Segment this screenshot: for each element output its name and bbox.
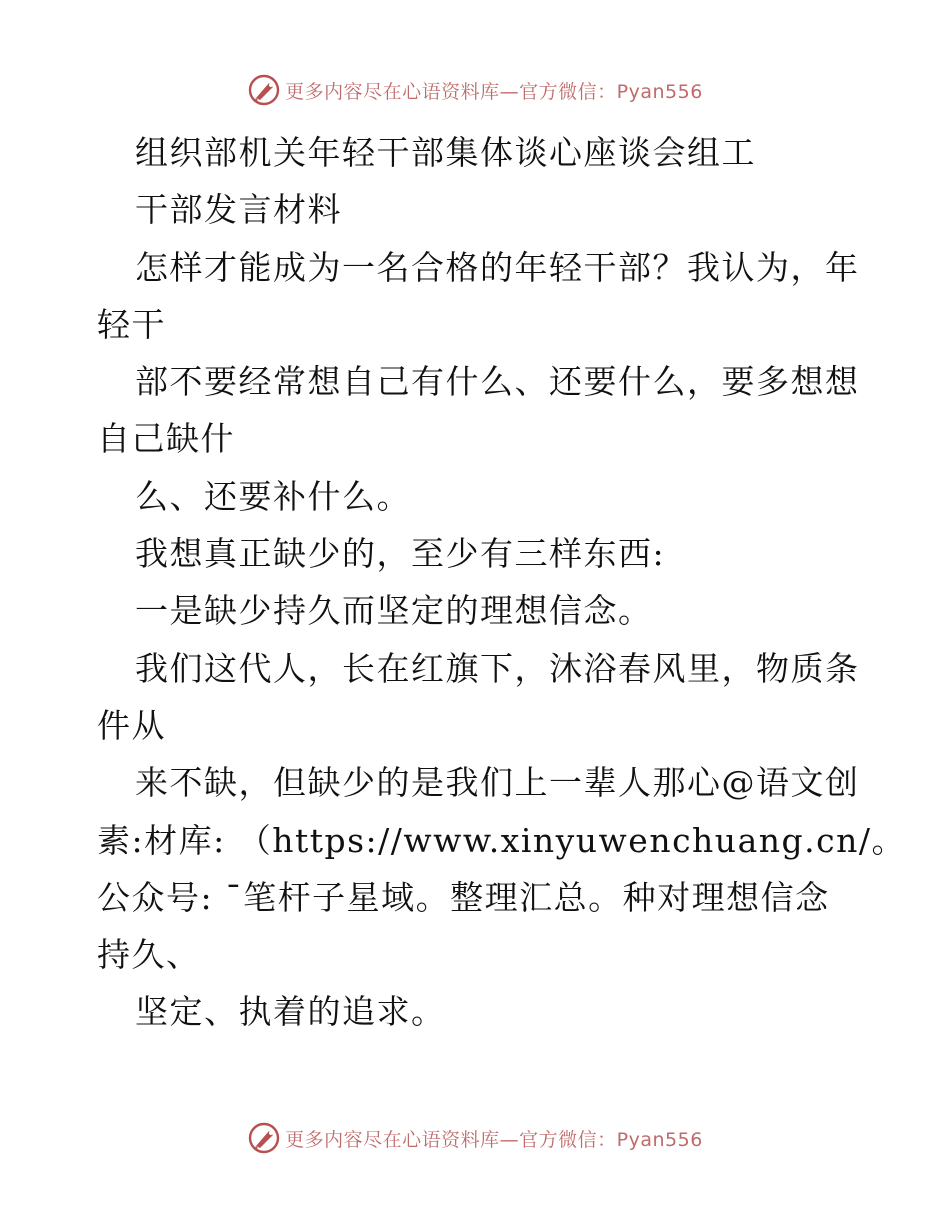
document-line: 我们这代人，长在红旗下，沐浴春风里，物质条 [135, 648, 860, 688]
document-line: 自己缺什 [97, 419, 235, 459]
document-line: 素:材库: （https://www.xinyuwenchuang.cn/。 [97, 820, 906, 860]
footer-watermark-banner [0, 1118, 950, 1158]
document-line: 轻干 [97, 304, 166, 344]
document-body [97, 124, 906, 1041]
header-watermark-banner [0, 70, 950, 110]
document-line: 组织部机关年轻干部集体谈心座谈会组工 [135, 133, 756, 172]
document-line: 公众号: ¯笔杆子星域。整理汇总。种对理想信念 [97, 877, 830, 917]
document-line: 持久、 [97, 935, 201, 975]
document-line: 部不要经常想自己有什么、还要什么，要多想想 [135, 362, 860, 402]
document-line: 我想真正缺少的，至少有三样东西: [135, 534, 666, 574]
header-watermark-text: 更多内容尽在心语资料库—官方微信：Pyan556 [285, 80, 703, 103]
document-line: 怎样才能成为一名合格的年轻干部？我认为，年 [135, 247, 860, 287]
document-line: 来不缺，但缺少的是我们上一辈人那心@语文创 [135, 763, 860, 803]
footer-watermark-text: 更多内容尽在心语资料库—官方微信：Pyan556 [285, 1128, 703, 1151]
document-line: 一是缺少持久而坚定的理想信念。 [135, 591, 653, 631]
pen-circle-logo-icon [247, 1121, 281, 1155]
document-line: 件从 [97, 705, 166, 745]
document-line: 么、还要补什么。 [135, 476, 411, 516]
document-line: 干部发言材料 [135, 190, 342, 230]
document-line: 坚定、执着的追求。 [135, 992, 446, 1032]
pen-circle-logo-icon [247, 73, 281, 107]
